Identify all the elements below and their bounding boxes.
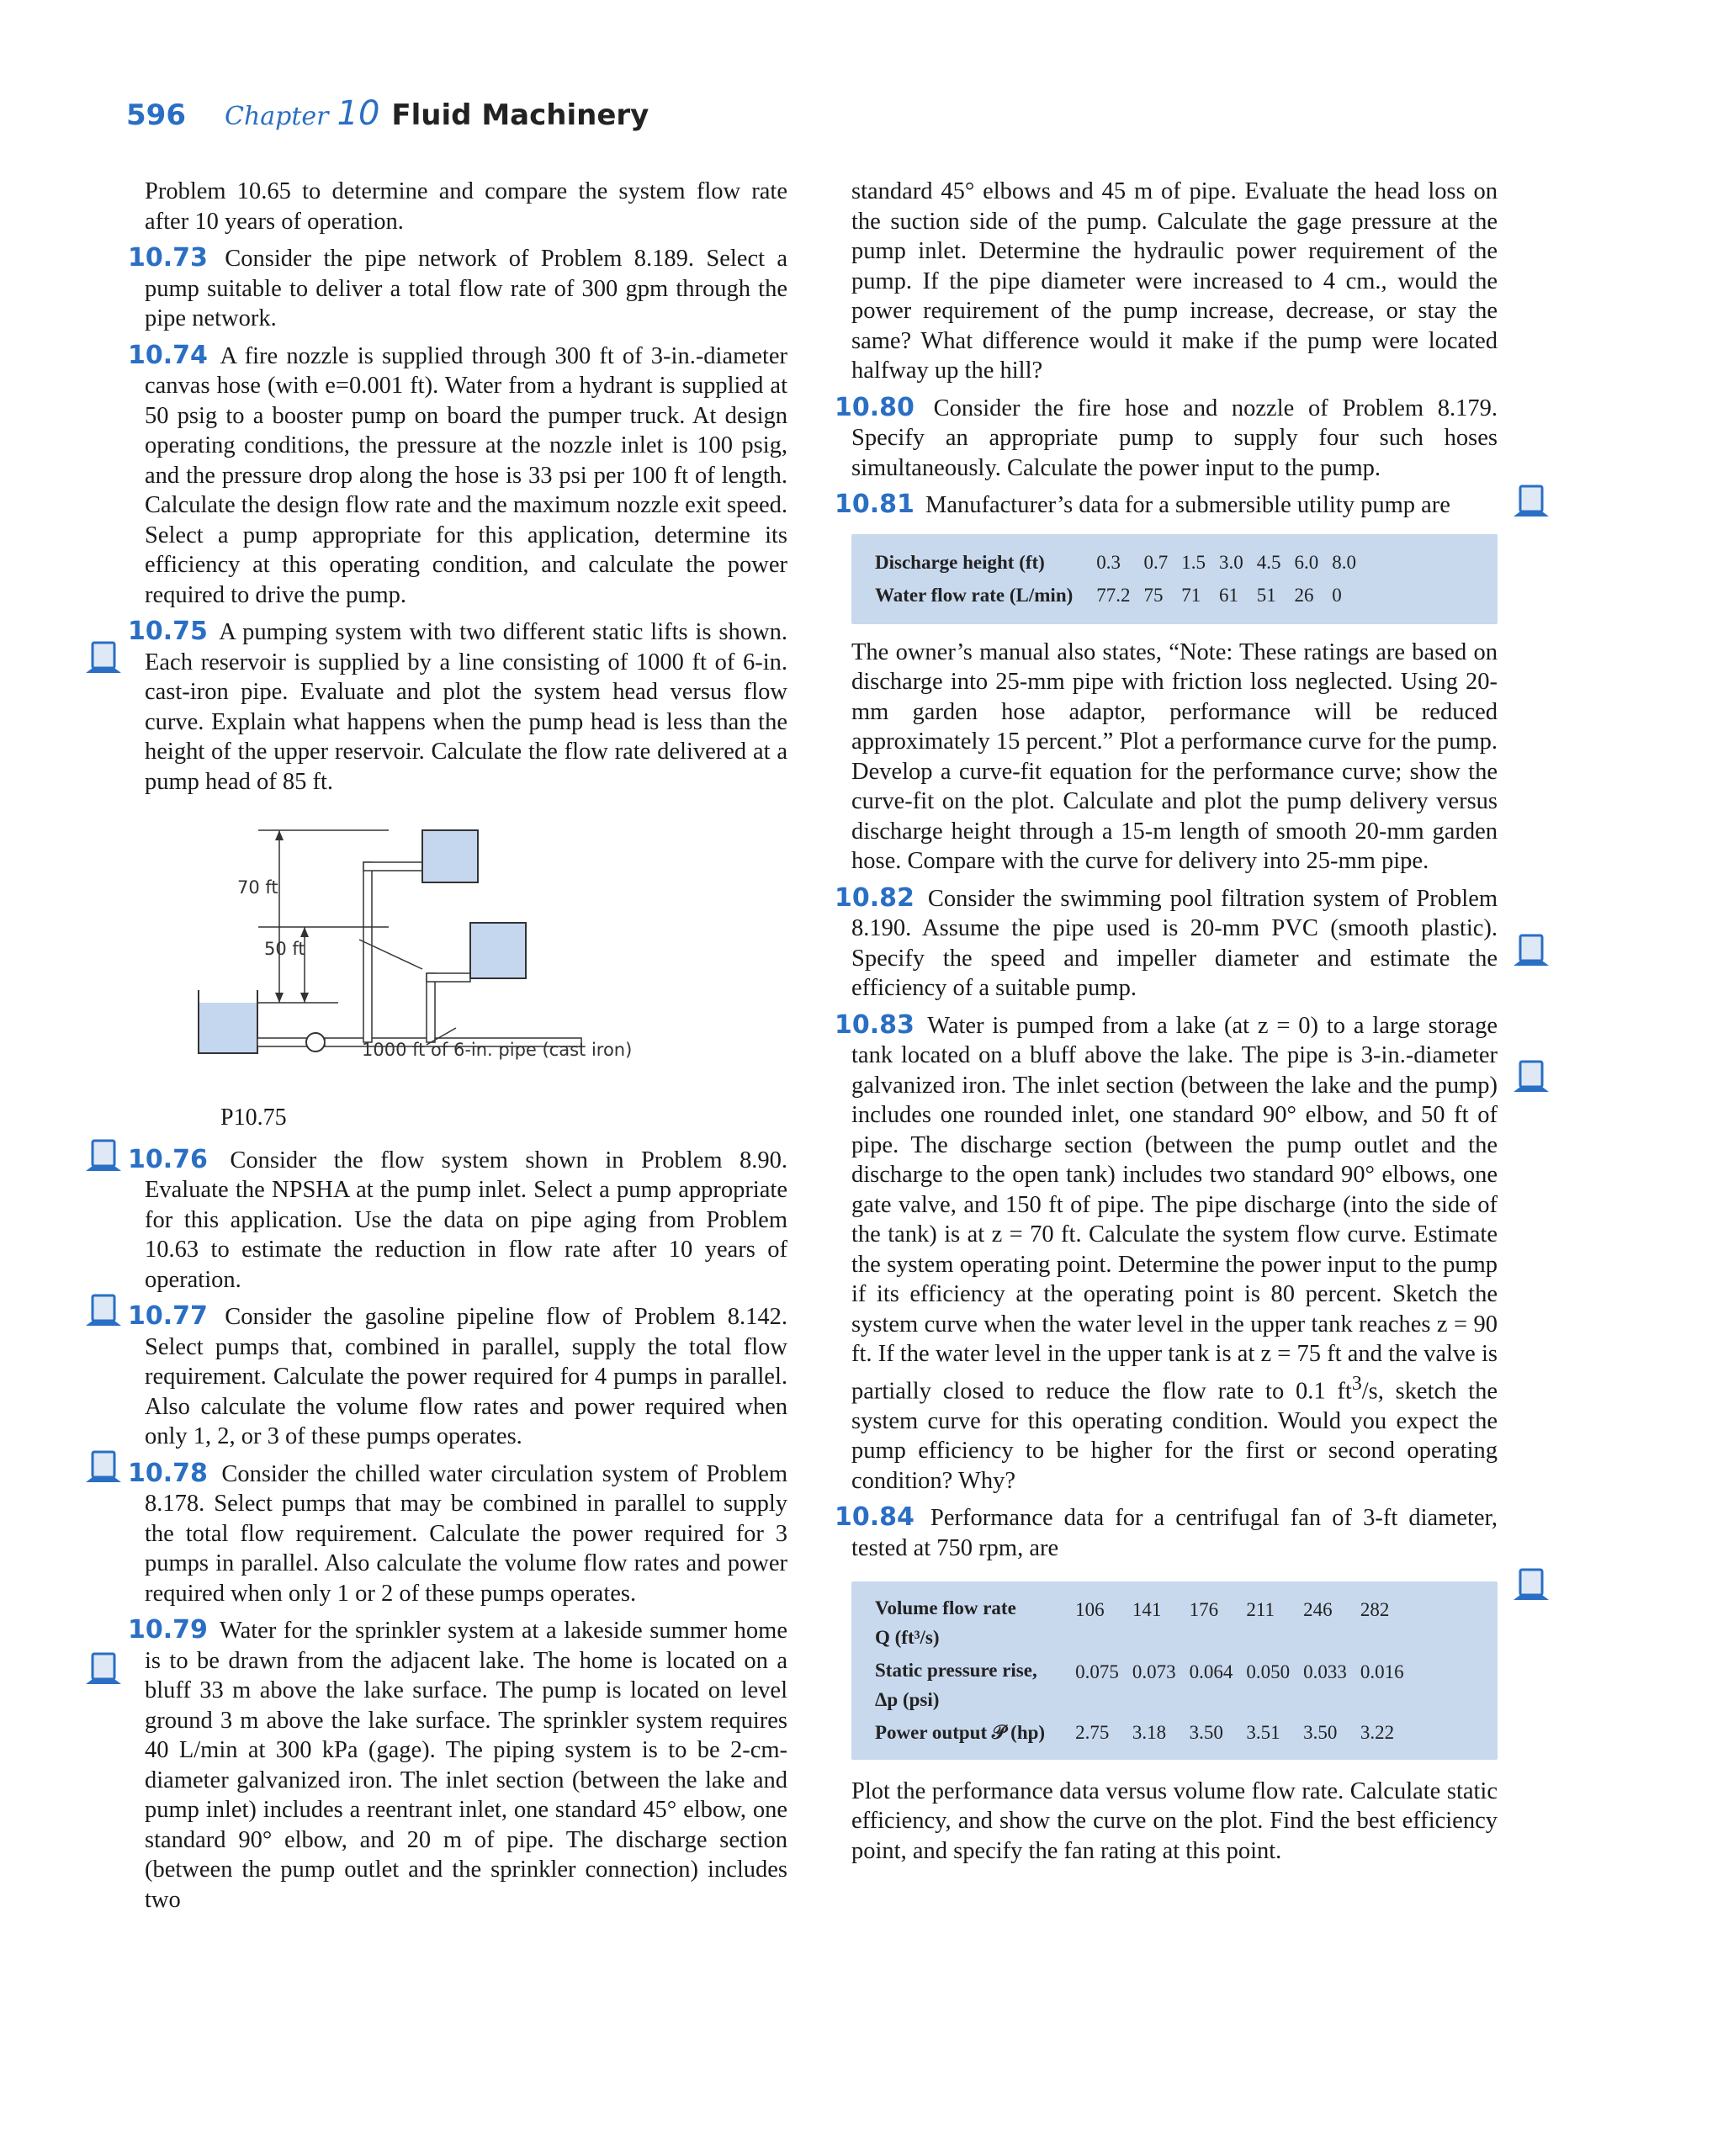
computer-icon xyxy=(1510,1058,1552,1100)
superscript: 3 xyxy=(1351,1372,1362,1395)
table-cell: 0.073 xyxy=(1132,1661,1176,1682)
problem-10-77 xyxy=(128,1301,788,1452)
page-header xyxy=(126,94,649,133)
problem-number: 10.75 xyxy=(128,617,208,646)
table-cell: 176 xyxy=(1189,1599,1219,1620)
problem-number: 10.77 xyxy=(128,1301,208,1331)
problem-text: Consider the pipe network of Problem 8.189. Select a pump suitable to deliver a total flow rate of 300 gpm through the pipe network. xyxy=(145,246,787,331)
problem-continuation: Problem 10.65 to determine and compare the system flow rate after 10 years of operation. xyxy=(145,178,787,235)
row-label-line: Δp (psi) xyxy=(875,1689,940,1710)
table-cell: 3.50 xyxy=(1189,1722,1223,1743)
table-cell: 77.2 xyxy=(1096,585,1131,606)
table-cell: 282 xyxy=(1360,1599,1390,1620)
table-cell: 246 xyxy=(1303,1599,1333,1620)
row-label xyxy=(868,1654,1068,1716)
table-cell: 2.75 xyxy=(1075,1722,1110,1743)
problem-text: Water is pumped from a lake (at z = 0) to a large storage tank located on a bluff above the lake. The pipe is 3-in.-diameter galvanized iron. The inlet section (between the lake and the pump) includes one rounded inlet, one standard 90° elbow, and 50 ft of pipe. The discharge section (between the pump outlet and the discharge to the open tank) includes two standard 90° elbows, one gate valve, and 150 ft of pipe. The pipe discharge (into the side of the tank) is at z = 70 ft. Calculate the system flow curve. Estimate the system operating point. Determine the power input to the pump if its efficiency at the operating point is 80 percent. Sketch the system curve when the water level in the upper tank reaches z = 90 ft. If the water level in the upper tank is at z = 75 ft and the valve is partially closed to reduce the flow rate to 0.1 ft xyxy=(851,1012,1498,1404)
middle-feed-pipe xyxy=(427,973,470,982)
problem-number: 10.83 xyxy=(835,1009,915,1040)
problem-text: Consider the gasoline pipeline flow of Problem 8.142. Select pumps that, combined in parallel, supply the total flow requirement. Calculate the power required for 4 pumps in parallel. Also calculate the volume flow rates and power required when only 1, 2, or 3 of these pumps operates. xyxy=(145,1304,788,1449)
computer-icon xyxy=(82,1137,125,1179)
problem-10-76 xyxy=(128,1144,788,1295)
problem-10-78 xyxy=(128,1458,788,1609)
table-cell: 0.050 xyxy=(1246,1661,1291,1682)
chapter-title: Fluid Machinery xyxy=(391,98,649,132)
computer-icon xyxy=(1510,483,1552,525)
table-cell: 0.3 xyxy=(1096,551,1121,573)
problem-number: 10.78 xyxy=(128,1458,208,1488)
page-number: 596 xyxy=(126,98,186,132)
arrow-icon xyxy=(300,993,309,1003)
pump-data-table xyxy=(851,534,1498,624)
problem-number: 10.73 xyxy=(128,243,208,273)
table-cell: 3.50 xyxy=(1303,1722,1338,1743)
problem-10-80 xyxy=(835,392,1498,484)
problem-10-83 xyxy=(835,1009,1498,1496)
problem-number: 10.82 xyxy=(835,882,915,913)
chapter-number: 10 xyxy=(337,94,380,133)
problem-10-82 xyxy=(835,882,1498,1004)
problem-continuation: The owner’s manual also states, “Note: These ratings are based on discharge into 25-mm pipe with friction loss neglected. Using 20-mm garden hose adaptor, performance will be reduced approximately 15 percent.” Plot a performance curve for the pump. Develop a curve-fit equation for the performance curve; show the curve-fit on the plot. Calculate and plot the pump delivery versus discharge height through a 15-m length of smooth 20-mm garden hose. Compare with the curve for delivery into 25-mm pipe. xyxy=(851,638,1498,874)
problem-10-79 xyxy=(128,1615,787,1915)
computer-icon xyxy=(1510,1566,1552,1608)
pump-icon xyxy=(306,1033,325,1052)
problem-text: Performance data for a centrifugal fan of 3-ft diameter, tested at 750 rpm, are xyxy=(851,1505,1498,1561)
table-cell: 3.51 xyxy=(1246,1722,1280,1743)
computer-icon xyxy=(82,639,125,681)
figure-p10-75 xyxy=(145,813,787,1099)
table-cell: 3.18 xyxy=(1132,1722,1167,1743)
label-70ft: 70 ft xyxy=(237,877,278,898)
middle-reservoir xyxy=(470,923,526,978)
table-cell: 141 xyxy=(1132,1599,1162,1620)
problem-10-74 xyxy=(128,340,787,611)
problem-continuation: standard 45° elbows and 45 m of pipe. Evaluate the head loss on the suction side of the pump. Calculate the gage pressure at the pump inlet. Determine the hydraulic power requirement of the pump. If the pipe diameter were increased to 4 cm., would the power requirement of the pump increase, decrease, or stay the same? What difference would it make if the pump were located halfway up the hill? xyxy=(851,178,1498,384)
computer-icon xyxy=(82,1650,125,1692)
problem-text: Consider the fire hose and nozzle of Problem 8.179. Specify an appropriate pump to supply four such hoses simultaneously. Calculate the power input to the pump. xyxy=(851,395,1498,481)
pumping-system-diagram xyxy=(136,813,776,1099)
table-cell: 61 xyxy=(1219,585,1239,606)
riser-pipe-upper xyxy=(363,862,372,1042)
problem-text: A fire nozzle is supplied through 300 ft of 3-in.-diameter canvas hose (with e=0.001 ft). Water from a hydrant is supplied at 50 psig to a booster pump on board the pumper truck. At design operating conditions, the pressure at the nozzle inlet is 100 psig, and the pressure drop along the hose is 33 psi per 100 ft of length. Calculate the design flow rate and the maximum nozzle exit speed. Select a pump appropriate for this application, determine its efficiency at this operating condition, and calculate the power required to drive the pump. xyxy=(145,342,787,608)
left-column xyxy=(128,177,788,1921)
table-cell: 0 xyxy=(1332,585,1342,606)
table-cell: 51 xyxy=(1256,585,1276,606)
riser-pipe-middle xyxy=(427,973,435,1042)
label-pipe: 1000 ft of 6-in. pipe (cast iron) xyxy=(362,1040,633,1060)
problem-10-84 xyxy=(835,1502,1498,1563)
table-cell: 71 xyxy=(1181,585,1201,606)
right-column xyxy=(835,177,1498,1873)
table-cell: 0.016 xyxy=(1360,1661,1404,1682)
problem-number: 10.74 xyxy=(128,340,208,370)
arrow-icon xyxy=(300,927,309,937)
problem-continuation: Plot the performance data versus volume flow rate. Calculate static efficiency, and show the curve on the plot. Find the best efficiency point, and specify the fan rating at this point. xyxy=(851,1777,1498,1864)
problem-10-81 xyxy=(835,490,1498,521)
table-row xyxy=(868,546,1363,580)
chapter-word: Chapter xyxy=(224,102,329,131)
table-cell: 4.5 xyxy=(1256,551,1281,573)
problem-number: 10.76 xyxy=(128,1144,208,1174)
table-cell: 0.064 xyxy=(1189,1661,1233,1682)
problem-text: Manufacturer’s data for a submersible utility pump are xyxy=(925,492,1450,518)
problem-text: /s, sketch the system curve for this operating condition. Would you expect the pump efficiency to be higher for the first or second operating condition? Why? xyxy=(851,1378,1498,1494)
row-label: Water flow rate (L/min) xyxy=(875,585,1074,606)
table-row xyxy=(868,1716,1411,1750)
problem-text: A pumping system with two different static lifts is shown. Each reservoir is supplied by a line consisting of 1000 ft of 6-in. cast-iron pipe. Evaluate and plot the system head versus flow curve. Explain what happens when the pump head is less than the height of the upper reservoir. Calculate the flow rate delivered at a pump head of 85 ft. xyxy=(145,619,787,795)
row-label xyxy=(868,1592,1068,1654)
computer-icon xyxy=(82,1292,125,1334)
problem-10-75 xyxy=(128,617,787,797)
lower-reservoir-water xyxy=(199,1003,257,1053)
problem-10-73 xyxy=(128,243,787,334)
table-cell: 75 xyxy=(1143,585,1164,606)
problem-number: 10.80 xyxy=(835,392,915,422)
table-row xyxy=(868,1654,1411,1716)
table-row xyxy=(868,579,1363,612)
row-label-line: Volume flow rate xyxy=(875,1597,1016,1618)
upper-reservoir xyxy=(422,830,478,882)
table-cell: 1.5 xyxy=(1181,551,1206,573)
problem-text: Consider the chilled water circulation system of Problem 8.178. Select pumps that may be combined in parallel to supply the total flow requirement. Calculate the power required for 3 pumps in parallel. Also calculate the volume flow rates and power required when only 1 or 2 of these pumps operates. xyxy=(145,1460,788,1607)
arrow-icon xyxy=(275,830,284,840)
table-cell: 8.0 xyxy=(1332,551,1357,573)
computer-icon xyxy=(82,1449,125,1491)
problem-number: 10.79 xyxy=(128,1615,208,1645)
problem-text: Consider the swimming pool filtration system of Problem 8.190. Assume the pipe used is 20-mm PVC (smooth plastic). Specify the speed and impeller diameter and estimate the efficiency of a suitable pump. xyxy=(851,885,1498,1001)
problem-number: 10.81 xyxy=(835,490,915,519)
fan-data-table xyxy=(851,1581,1498,1760)
table-cell: 3.0 xyxy=(1219,551,1243,573)
table-row xyxy=(868,1592,1411,1654)
problem-text: Consider the flow system shown in Problem 8.90. Evaluate the NPSHA at the pump inlet. Select a pump appropriate for this application. Use the data on pipe aging from Problem 10.63 to estimate the reduction in flow rate after 10 years of operation. xyxy=(145,1147,788,1293)
table-cell: 0.033 xyxy=(1303,1661,1347,1682)
row-label-line: Q (ft³/s) xyxy=(875,1627,940,1648)
row-label: Power output 𝒫 (hp) xyxy=(875,1722,1046,1744)
table-cell: 211 xyxy=(1246,1599,1275,1620)
table-cell: 0.7 xyxy=(1143,551,1169,573)
arrow-icon xyxy=(275,993,284,1003)
table-cell: 6.0 xyxy=(1294,551,1319,573)
table-cell: 26 xyxy=(1294,585,1314,606)
label-50ft: 50 ft xyxy=(264,939,305,959)
table-cell: 106 xyxy=(1075,1599,1105,1620)
upper-feed-pipe xyxy=(363,862,422,871)
computer-icon xyxy=(1510,932,1552,974)
figure-caption: P10.75 xyxy=(220,1104,287,1131)
suction-pipe xyxy=(257,1038,308,1046)
row-label: Discharge height (ft) xyxy=(875,551,1045,573)
problem-number: 10.84 xyxy=(835,1502,915,1532)
table-cell: 3.22 xyxy=(1360,1722,1395,1743)
table-cell: 0.075 xyxy=(1075,1661,1119,1682)
row-label-line: Static pressure rise, xyxy=(875,1660,1037,1681)
problem-text: Water for the sprinkler system at a lakeside summer home is to be drawn from the adjacent lake. The home is located on a bluff 33 m above the lake surface. The pump is located on level ground 3 m above the lake surface. The sprinkler system requires 40 L/min at 300 kPa (gage). The piping system is to be 2-cm-diameter galvanized iron. The inlet section (between the lake and pump inlet) includes a reentrant inlet, one standard 45° elbow, one standard 90° elbow, and 20 m of pipe. The discharge section (between the pump outlet and the sprinkler connection) includes two xyxy=(145,1618,787,1913)
